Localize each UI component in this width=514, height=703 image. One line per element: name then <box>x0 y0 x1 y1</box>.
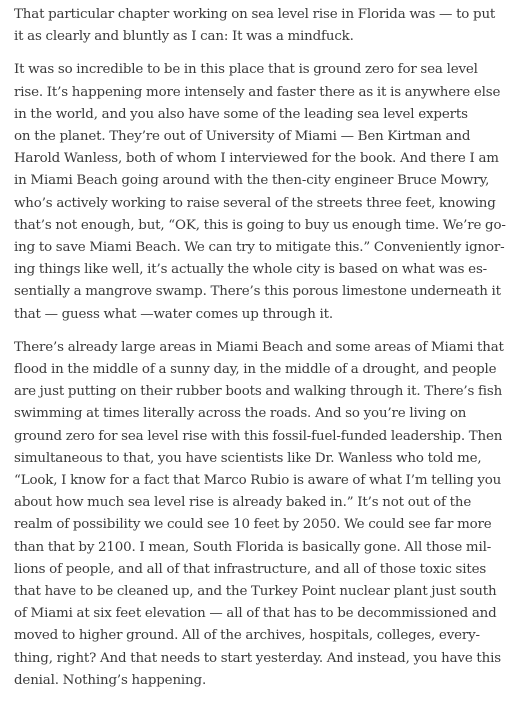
text-line: swimming at times literally across the roads. And so you’re living on <box>14 406 467 422</box>
text-line: than that by 2100. I mean, South Florida is basically gone. All those mil- <box>14 539 492 555</box>
text-line: realm of possibility we could see 10 feet by 2050. We could see far more <box>14 517 492 533</box>
article-body <box>14 4 506 703</box>
text-line: who’s actively working to raise several of the streets three feet, knowing <box>14 195 496 211</box>
text-line: about how much sea level rise is already baked in.” It’s not out of the <box>14 495 472 511</box>
text-line: moved to higher ground. All of the archives, hospitals, colleges, every- <box>14 628 480 644</box>
text-line: thing, right? And that needs to start yesterday. And instead, you have this <box>14 650 501 666</box>
text-line: ing to save Miami Beach. We can try to mitigate this.” Conveniently ignor- <box>14 240 505 256</box>
text-line: on the planet. They’re out of University of Miami — Ben Kirtman and <box>14 129 471 145</box>
paragraph-1 <box>14 4 506 48</box>
text-line: flood in the middle of a sunny day, in the middle of a drought, and people <box>14 362 497 378</box>
text-line: of Miami at six feet elevation — all of that has to be decommissioned and <box>14 606 497 622</box>
text-line: that — guess what —water comes up through it. <box>14 306 333 322</box>
text-line: that have to be cleaned up, and the Turkey Point nuclear plant just south <box>14 584 497 600</box>
text-line: that’s not enough, but, “OK, this is going to buy us enough time. We’re go- <box>14 217 506 233</box>
text-line: sentially a mangrove swamp. There’s this porous limestone underneath it <box>14 284 501 300</box>
text-line: It was so incredible to be in this place that is ground zero for sea level <box>14 62 478 78</box>
text-line: ing things like well, it’s actually the whole city is based on what was es- <box>14 262 488 278</box>
text-line: That particular chapter working on sea level rise in Florida was — to put <box>14 7 496 22</box>
text-line: denial. Nothing’s happening. <box>14 672 207 688</box>
text-line: are just putting on their rubber boots and walking through it. There’s fish <box>14 384 503 400</box>
text-line: in Miami Beach going around with the then-city engineer Bruce Mowry, <box>14 173 490 189</box>
paragraph-2 <box>14 59 506 325</box>
text-line: “Look, I know for a fact that Marco Rubio is aware of what I’m telling you <box>14 473 502 489</box>
text-line: rise. It’s happening more intensely and faster there as it is anywhere else <box>14 84 501 100</box>
text-line: lions of people, and all of that infrastructure, and all of those toxic sites <box>14 561 487 577</box>
text-line: simultaneous to that, you have scientists like Dr. Wanless who told me, <box>14 450 482 466</box>
text-line: There’s already large areas in Miami Beach and some areas of Miami that <box>14 339 504 355</box>
text-line: ground zero for sea level rise with this fossil-fuel-funded leadership. Then <box>14 428 503 444</box>
paragraph-3 <box>14 337 506 692</box>
text-line: in the world, and you also have some of the leading sea level experts <box>14 106 468 122</box>
text-line: Harold Wanless, both of whom I interviewed for the book. And there I am <box>14 151 499 167</box>
text-line: it as clearly and bluntly as I can: It was a mindfuck. <box>14 29 354 45</box>
